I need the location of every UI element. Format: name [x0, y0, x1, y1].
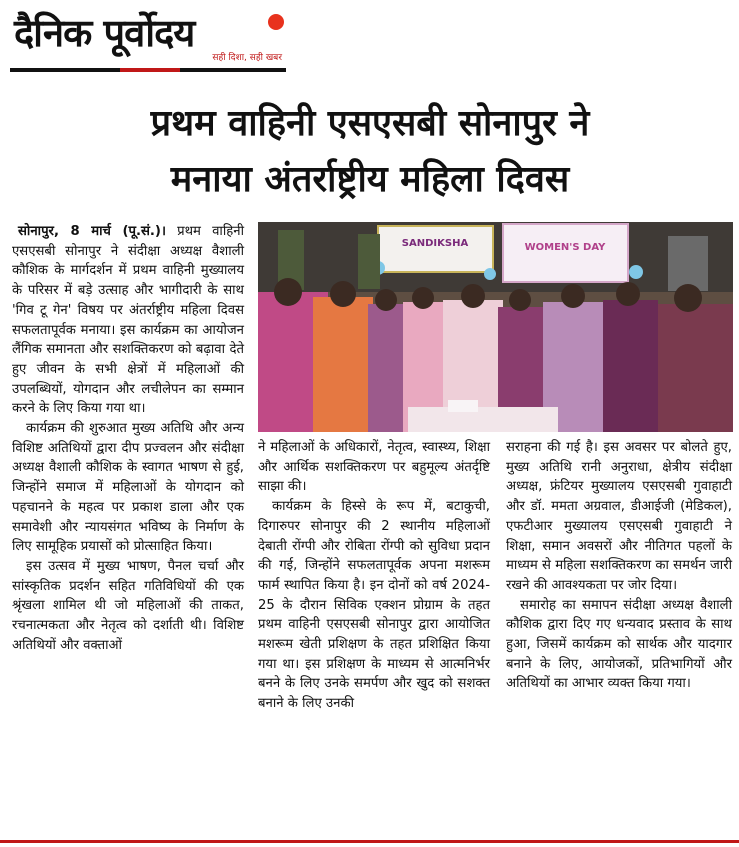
event-photo: [258, 222, 733, 432]
page-bottom-rule: [0, 840, 739, 843]
article-paragraph-1: सोनापुर, 8 मार्च (पू.सं.)। प्रथम वाहिनी एसएसबी सोनापुर ने संदीक्षा अध्यक्ष वैशाली कौशिक के मार्गदर्शन में प्रथम वाहिनी मुख्यालय के परिसर में बड़े उत्साह और भागीदारी के साथ 'गिव टू गेन' विषय पर अंतर्राष्ट्रीय महिला दिवस सफलतापूर्वक मनाया। इस कार्यक्रम का आयोजन लैंगिक समानता और सशक्तिकरण को बढ़ावा देते हुए जीवन के सभी क्षेत्रों में महिलाओं की उपलब्धियों, योगदान और लचीलेपन का सम्मान करने के लिए किया गया था।: [12, 224, 244, 417]
logo-dot-icon: [268, 14, 284, 30]
newspaper-tagline: सही दिशा, सही खबर: [212, 53, 282, 63]
article-headline: [30, 96, 710, 208]
newspaper-name: दैनिक पूर्वोदय: [14, 10, 195, 55]
article-column-1: [12, 222, 244, 655]
article-paragraph-5: कार्यक्रम के हिस्से के रूप में, बटाकुची, दिगारुपर सोनापुर की 2 स्थानीय महिलाओं देबाती रोंग्पी और रोबिता रोंग्पी को सुविधा प्रदान की गई, जिन्होंने सफलतापूर्वक अपना मशरूम फार्म स्थापित किया है। इन दोनों को वर्ष 2024-25 के दौरान सिविक एक्शन प्रोग्राम के तहत प्रथम वाहिनी एसएसबी सोनापुर द्वारा आयोजित मशरूम खेती प्रशिक्षण के तहत प्रशिक्षित किया गया था। इस प्रशिक्षण के माध्यम से आत्मनिर्भर बनने के लिए उनके समर्पण और खुद को सशक्त बनाने के लिए उनकी: [258, 499, 490, 712]
event-photo-illustration: [258, 222, 733, 432]
article-column-3: [506, 438, 732, 694]
article-paragraph-4: ने महिलाओं के अधिकारों, नेतृत्व, स्वास्थ्य, शिक्षा और आर्थिक सशक्तिकरण पर बहुमूल्य अंतर्दृष्टि साझा की।: [258, 440, 490, 495]
newspaper-masthead: [10, 6, 286, 72]
article-paragraph-7: समारोह का समापन संदीक्षा अध्यक्ष वैशाली कौशिक द्वारा दिए गए धन्यवाद प्रस्ताव के साथ हुआ, जिसमें कार्यक्रम को सार्थक और यादगार बनाने के लिए, आयोजकों, प्रतिभागियों और अतिथियों का आभार व्यक्त किया गया।: [506, 597, 732, 692]
masthead-rule: [10, 68, 286, 72]
banner-left-text: SANDIKSHA: [401, 238, 469, 249]
article-paragraph-6: सराहना की गई है। इस अवसर पर बोलते हुए, मुख्य अतिथि रानी अनुराधा, क्षेत्रीय संदीक्षा अध्यक्ष, फ्रंटियर मुख्यालय एसएसबी गुवाहाटी और डॉ. ममता अग्रवाल, डीआईजी (मेडिकल), एफटीआर मुख्यालय एसएसबी गुवाहाटी ने शिक्षा, समान अवसरों और नीतिगत पहलों के माध्यम से महिला सशक्तिकरण का समर्थन जारी रखने की आवश्यकता पर जोर दिया।: [506, 440, 732, 593]
headline-line-2: मनाया अंतर्राष्ट्रीय महिला दिवस: [170, 159, 570, 200]
article-paragraph-2: कार्यक्रम की शुरुआत मुख्य अतिथि और अन्य विशिष्ट अतिथियों द्वारा दीप प्रज्वलन और संदीक्षा अध्यक्ष वैशाली कौशिक के स्वागत भाषण से हुई, जिन्होंने समाज में महिलाओं के योगदान को पहचानने के महत्व पर प्रकाश डाला और एक समावेशी और न्यायसंगत भविष्य के निर्माण के लिए सामूहिक प्रयासों को प्रोत्साहित किया।: [12, 421, 244, 555]
article-paragraph-3: इस उत्सव में मुख्य भाषण, पैनल चर्चा और सांस्कृतिक प्रदर्शन सहित गतिविधियों की एक श्रृंखला शामिल थी जो महिलाओं की ताकत, रचनात्मकता और नेतृत्व को दर्शाती थी। विशिष्ट अतिथियों और वक्ताओं: [12, 558, 244, 653]
headline-line-1: प्रथम वाहिनी एसएसबी सोनापुर ने: [150, 103, 590, 144]
article-column-2: [258, 438, 490, 714]
dateline: सोनापुर, 8 मार्च (पू.सं.)।: [18, 224, 166, 239]
banner-right-text: WOMEN'S DAY: [524, 242, 606, 253]
